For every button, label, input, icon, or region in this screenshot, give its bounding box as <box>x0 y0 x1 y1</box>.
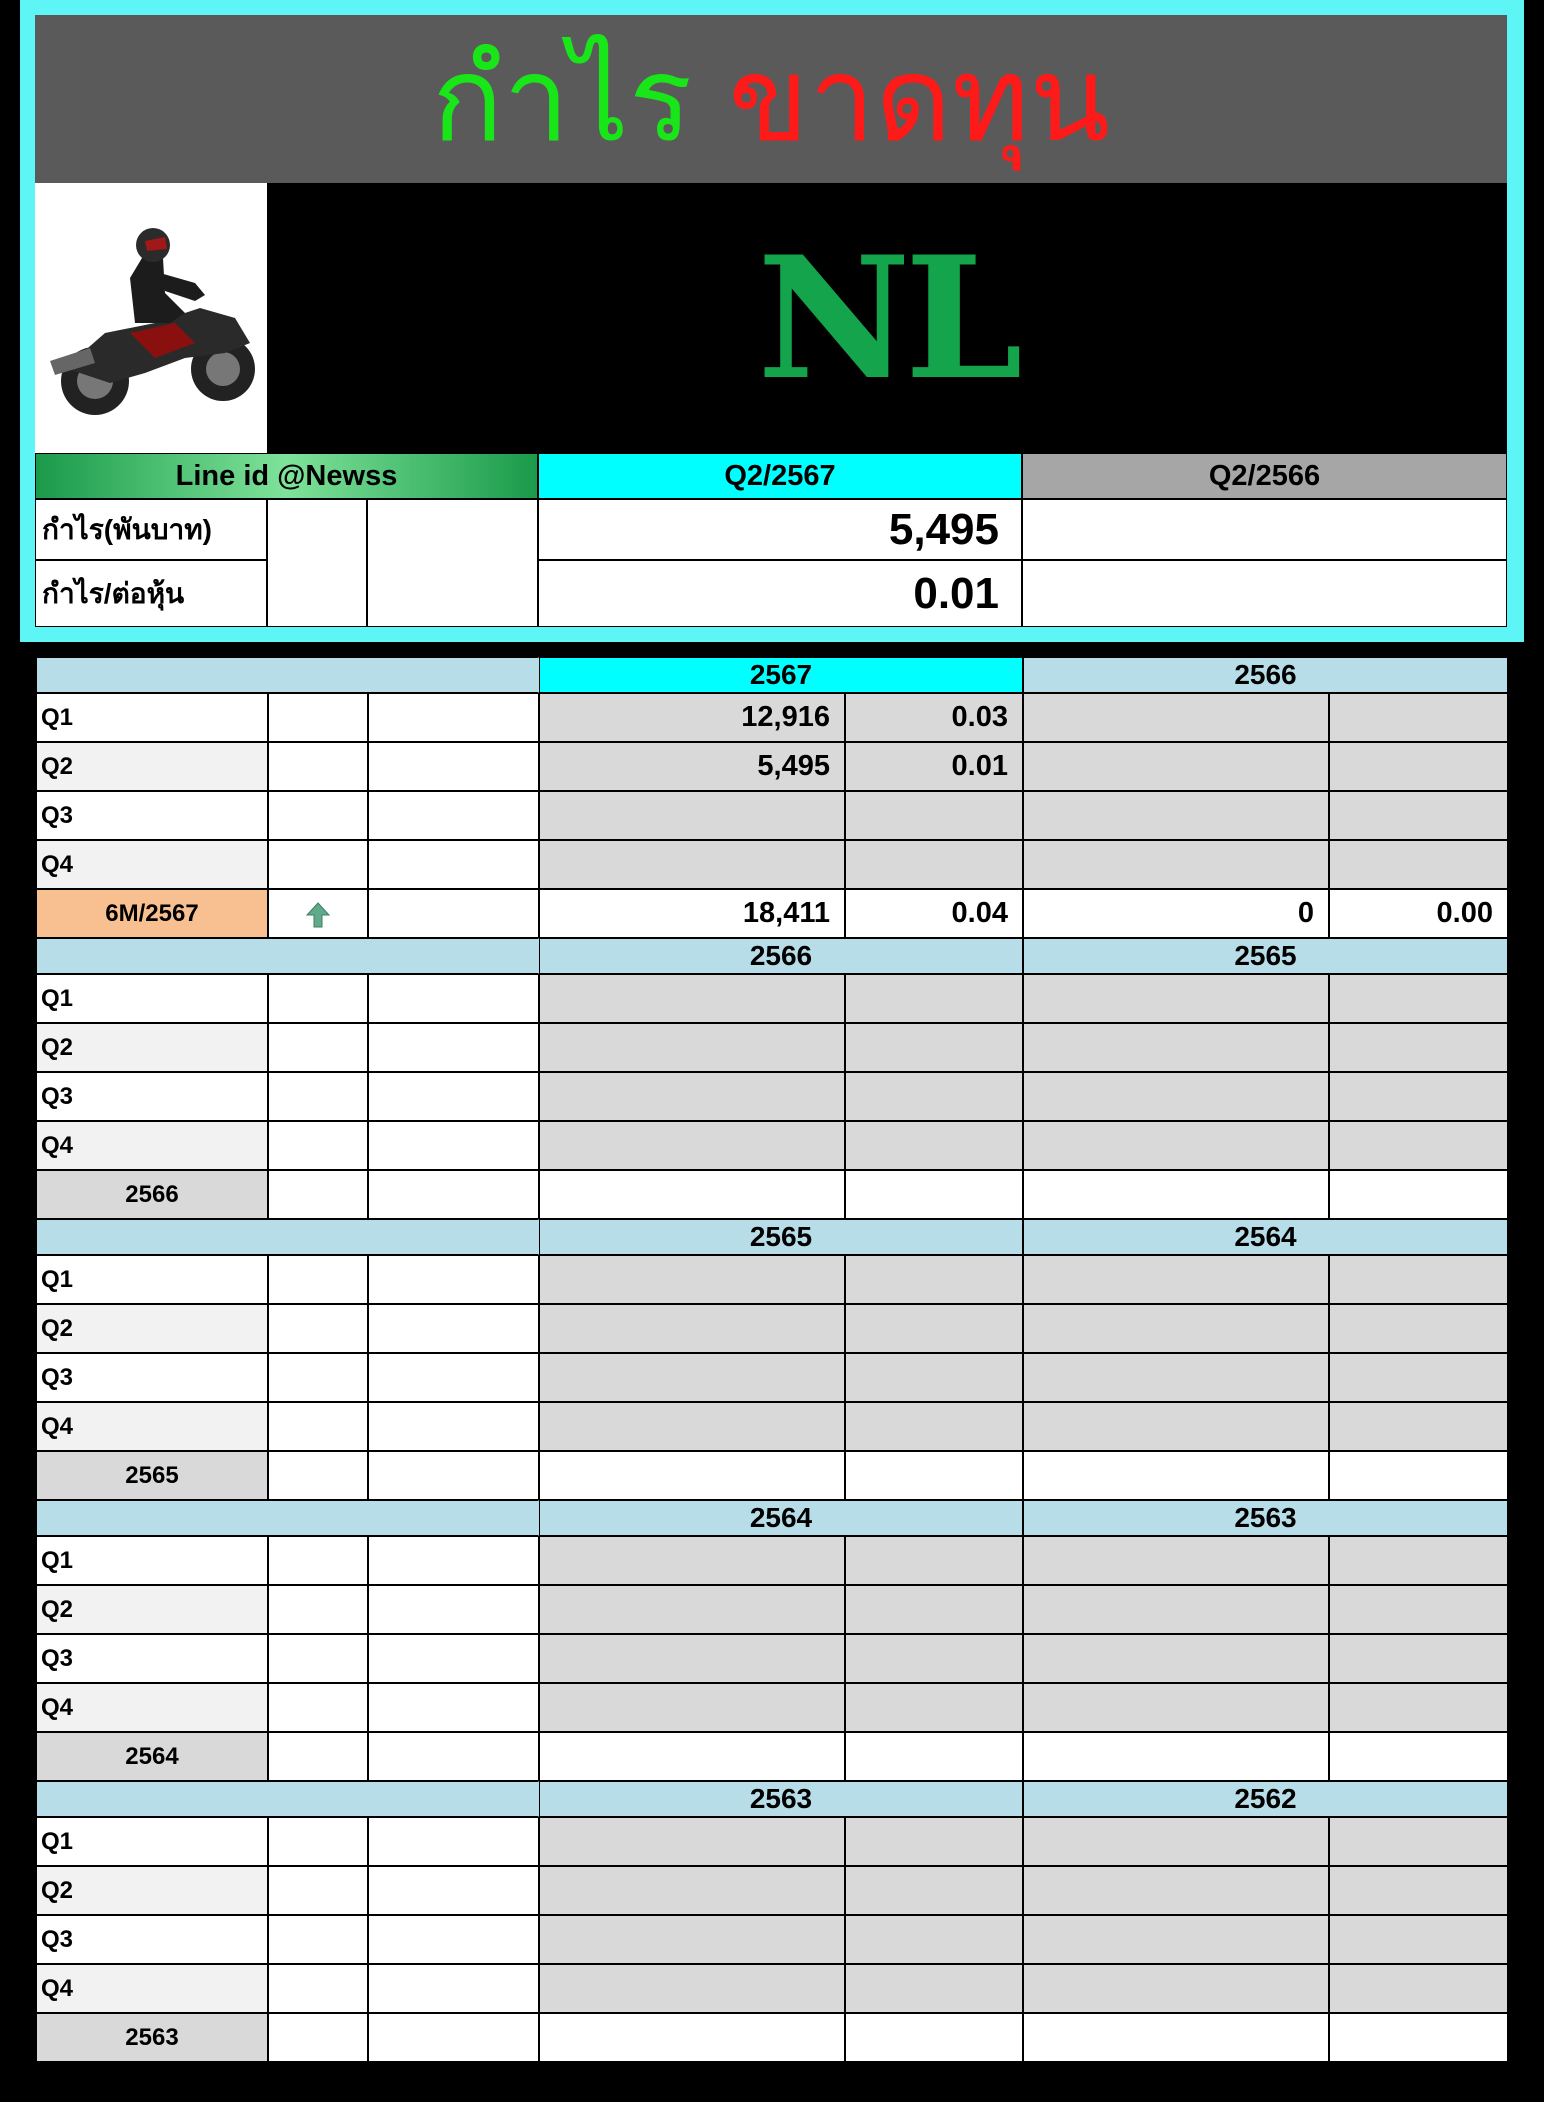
blank-cell <box>367 499 538 627</box>
blank-cell <box>368 1732 539 1781</box>
blank-cell <box>268 1915 368 1964</box>
total-profit-previous <box>1023 1732 1329 1781</box>
quarter-profit-previous <box>1023 1072 1329 1121</box>
trend-cell <box>268 1451 368 1500</box>
quarter-label: Q1 <box>36 1817 268 1866</box>
quarter-profit-current <box>539 1634 845 1683</box>
quarter-eps-current <box>845 840 1023 889</box>
blank-cell <box>368 1451 539 1500</box>
total-eps-current <box>845 1170 1023 1219</box>
blank-cell <box>268 742 368 791</box>
blank-cell <box>268 840 368 889</box>
blank-cell <box>368 1072 539 1121</box>
quarter-profit-previous <box>1023 1683 1329 1732</box>
blank-cell <box>268 1072 368 1121</box>
total-profit-current <box>539 1732 845 1781</box>
quarter-label: Q4 <box>36 1402 268 1451</box>
quarter-label: Q2 <box>36 1866 268 1915</box>
quarter-eps-current <box>845 1304 1023 1353</box>
quarter-eps-previous <box>1329 1304 1508 1353</box>
total-eps-previous <box>1329 2013 1508 2062</box>
quarter-profit-current <box>539 791 845 840</box>
header-panel <box>35 15 1507 627</box>
quarter-eps-previous <box>1329 1353 1508 1402</box>
quarter-eps-previous <box>1329 1634 1508 1683</box>
quarter-label: Q4 <box>36 840 268 889</box>
quarter-eps-previous <box>1329 742 1508 791</box>
total-eps-previous <box>1329 1170 1508 1219</box>
quarter-eps-previous <box>1329 1817 1508 1866</box>
blank-cell <box>368 1915 539 1964</box>
section-header-blank <box>36 657 539 693</box>
period-total-label: 2564 <box>36 1732 268 1781</box>
quarter-eps-current <box>845 974 1023 1023</box>
quarter-profit-current: 5,495 <box>539 742 845 791</box>
total-profit-current: 18,411 <box>539 889 845 938</box>
blank-cell <box>268 1585 368 1634</box>
blank-cell <box>368 974 539 1023</box>
page-title <box>35 15 1507 183</box>
blank-cell <box>368 2013 539 2062</box>
quarter-label: Q3 <box>36 1353 268 1402</box>
quarter-eps-current <box>845 1121 1023 1170</box>
blank-cell <box>268 1683 368 1732</box>
quarter-profit-previous <box>1023 1585 1329 1634</box>
motorcycle-rider-icon <box>35 183 267 453</box>
blank-cell <box>368 791 539 840</box>
trend-cell <box>268 889 368 938</box>
quarter-eps-previous <box>1329 1964 1508 2013</box>
quarter-profit-current <box>539 1121 845 1170</box>
total-profit-previous <box>1023 1170 1329 1219</box>
total-profit-previous <box>1023 1451 1329 1500</box>
quarter-profit-previous <box>1023 1866 1329 1915</box>
quarter-eps-current <box>845 1536 1023 1585</box>
quarter-eps-current <box>845 1866 1023 1915</box>
quarter-profit-previous <box>1023 1634 1329 1683</box>
total-eps-current: 0.04 <box>845 889 1023 938</box>
quarter-profit-previous <box>1023 974 1329 1023</box>
quarter-profit-previous <box>1023 1023 1329 1072</box>
blank-cell <box>267 499 367 627</box>
total-profit-previous <box>1023 2013 1329 2062</box>
previous-quarter-header: Q2/2566 <box>1022 453 1507 499</box>
quarter-eps-current <box>845 1023 1023 1072</box>
blank-cell <box>268 1634 368 1683</box>
year-header-left: 2565 <box>539 1219 1023 1255</box>
quarter-label: Q4 <box>36 1683 268 1732</box>
profit-row-label: กำไร(พันบาท) <box>35 499 267 560</box>
blank-cell <box>368 1023 539 1072</box>
quarter-profit-previous <box>1023 1817 1329 1866</box>
quarter-eps-previous <box>1329 840 1508 889</box>
blank-cell <box>268 791 368 840</box>
title-profit: กำไร <box>431 30 693 168</box>
quarter-label: Q4 <box>36 1121 268 1170</box>
quarter-profit-previous <box>1023 1304 1329 1353</box>
quarter-profit-current <box>539 1866 845 1915</box>
quarter-eps-current <box>845 1402 1023 1451</box>
quarter-label: Q1 <box>36 693 268 742</box>
quarter-profit-current <box>539 1915 845 1964</box>
quarter-label: Q2 <box>36 1023 268 1072</box>
quarter-label: Q3 <box>36 1634 268 1683</box>
quarter-eps-previous <box>1329 974 1508 1023</box>
section-header-blank <box>36 938 539 974</box>
blank-cell <box>368 1683 539 1732</box>
quarter-label: Q3 <box>36 1915 268 1964</box>
blank-cell <box>268 693 368 742</box>
quarter-eps-previous <box>1329 1915 1508 1964</box>
quarter-profit-current <box>539 974 845 1023</box>
period-total-label: 6M/2567 <box>36 889 268 938</box>
year-header-left: 2563 <box>539 1781 1023 1817</box>
title-loss: ขาดทุน <box>728 30 1111 168</box>
quarter-profit-current <box>539 1353 845 1402</box>
blank-cell <box>368 1817 539 1866</box>
quarter-eps-previous <box>1329 1866 1508 1915</box>
period-total-label: 2563 <box>36 2013 268 2062</box>
quarter-profit-previous <box>1023 1964 1329 2013</box>
quarter-eps-current <box>845 1683 1023 1732</box>
quarter-profit-current <box>539 1072 845 1121</box>
quarter-eps-current <box>845 1817 1023 1866</box>
quarter-eps-previous <box>1329 1255 1508 1304</box>
quarter-eps-current <box>845 1072 1023 1121</box>
quarter-eps-current <box>845 1585 1023 1634</box>
blank-cell <box>268 1817 368 1866</box>
year-header-right: 2562 <box>1023 1781 1508 1817</box>
period-total-label: 2565 <box>36 1451 268 1500</box>
blank-cell <box>368 840 539 889</box>
quarter-profit-current <box>539 1023 845 1072</box>
total-eps-current <box>845 2013 1023 2062</box>
quarter-profit-previous <box>1023 1255 1329 1304</box>
quarter-profit-previous <box>1023 791 1329 840</box>
previous-eps-value <box>1022 560 1507 627</box>
total-eps-current <box>845 1732 1023 1781</box>
total-eps-current <box>845 1451 1023 1500</box>
blank-cell <box>268 1866 368 1915</box>
section-header-blank <box>36 1500 539 1536</box>
blank-cell <box>368 1121 539 1170</box>
year-header-left: 2566 <box>539 938 1023 974</box>
blank-cell <box>268 1964 368 2013</box>
earnings-table <box>36 657 1508 2062</box>
blank-cell <box>268 1353 368 1402</box>
total-profit-current <box>539 2013 845 2062</box>
previous-profit-value <box>1022 499 1507 560</box>
year-header-left: 2567 <box>539 657 1023 693</box>
quarter-eps-current <box>845 1915 1023 1964</box>
quarter-profit-current <box>539 1964 845 2013</box>
line-id-label: Line id @Newss <box>35 453 538 499</box>
quarter-eps-current: 0.01 <box>845 742 1023 791</box>
quarter-profit-current <box>539 1817 845 1866</box>
quarter-profit-previous <box>1023 693 1329 742</box>
quarter-profit-previous <box>1023 1402 1329 1451</box>
quarter-label: Q4 <box>36 1964 268 2013</box>
quarter-eps-previous <box>1329 791 1508 840</box>
blank-cell <box>368 693 539 742</box>
quarter-eps-current <box>845 791 1023 840</box>
quarter-profit-current <box>539 1304 845 1353</box>
quarter-label: Q3 <box>36 1072 268 1121</box>
quarter-eps-previous <box>1329 693 1508 742</box>
blank-cell <box>368 1866 539 1915</box>
quarter-label: Q3 <box>36 791 268 840</box>
quarter-profit-current: 12,916 <box>539 693 845 742</box>
quarter-label: Q2 <box>36 1304 268 1353</box>
year-header-right: 2563 <box>1023 1500 1508 1536</box>
quarter-profit-current <box>539 840 845 889</box>
quarter-eps-previous <box>1329 1402 1508 1451</box>
section-header-blank <box>36 1219 539 1255</box>
up-arrow-icon <box>305 901 331 929</box>
total-profit-current <box>539 1170 845 1219</box>
blank-cell <box>368 1304 539 1353</box>
quarter-profit-current <box>539 1402 845 1451</box>
blank-cell <box>368 742 539 791</box>
quarter-profit-current <box>539 1585 845 1634</box>
header-frame <box>20 0 1524 642</box>
quarter-profit-previous <box>1023 742 1329 791</box>
quarter-label: Q2 <box>36 1585 268 1634</box>
total-profit-current <box>539 1451 845 1500</box>
trend-cell <box>268 1732 368 1781</box>
quarter-eps-previous <box>1329 1023 1508 1072</box>
year-header-left: 2564 <box>539 1500 1023 1536</box>
blank-cell <box>368 1255 539 1304</box>
blank-cell <box>368 1634 539 1683</box>
total-eps-previous <box>1329 1451 1508 1500</box>
blank-cell <box>268 974 368 1023</box>
quarter-eps-previous <box>1329 1536 1508 1585</box>
blank-cell <box>368 1585 539 1634</box>
eps-row-label: กำไร/ต่อหุ้น <box>35 560 267 627</box>
blank-cell <box>368 1170 539 1219</box>
eps-value: 0.01 <box>538 560 1022 627</box>
quarter-label: Q1 <box>36 974 268 1023</box>
quarter-profit-previous <box>1023 1353 1329 1402</box>
quarter-label: Q2 <box>36 742 268 791</box>
ticker-symbol: NL <box>757 219 1017 417</box>
total-profit-previous: 0 <box>1023 889 1329 938</box>
blank-cell <box>268 1304 368 1353</box>
quarter-eps-current <box>845 1634 1023 1683</box>
period-total-label: 2566 <box>36 1170 268 1219</box>
blank-cell <box>268 1536 368 1585</box>
quarter-profit-current <box>539 1255 845 1304</box>
quarter-profit-current <box>539 1536 845 1585</box>
blank-cell <box>368 1536 539 1585</box>
quarter-profit-previous <box>1023 840 1329 889</box>
quarter-profit-previous <box>1023 1536 1329 1585</box>
trend-cell <box>268 2013 368 2062</box>
blank-cell <box>268 1023 368 1072</box>
section-header-blank <box>36 1781 539 1817</box>
blank-cell <box>368 1964 539 2013</box>
ticker-display <box>267 183 1507 453</box>
year-header-right: 2566 <box>1023 657 1508 693</box>
blank-cell <box>268 1121 368 1170</box>
quarter-label: Q1 <box>36 1536 268 1585</box>
blank-cell <box>268 1255 368 1304</box>
blank-cell <box>368 1402 539 1451</box>
profit-value: 5,495 <box>538 499 1022 560</box>
year-header-right: 2565 <box>1023 938 1508 974</box>
quarter-eps-current <box>845 1964 1023 2013</box>
quarter-profit-previous <box>1023 1121 1329 1170</box>
quarter-eps-previous <box>1329 1072 1508 1121</box>
blank-cell <box>368 889 539 938</box>
quarter-eps-previous <box>1329 1121 1508 1170</box>
quarter-profit-current <box>539 1683 845 1732</box>
blank-cell <box>368 1353 539 1402</box>
total-eps-previous: 0.00 <box>1329 889 1508 938</box>
quarter-eps-current <box>845 1255 1023 1304</box>
total-eps-previous <box>1329 1732 1508 1781</box>
quarter-label: Q1 <box>36 1255 268 1304</box>
trend-cell <box>268 1170 368 1219</box>
quarter-eps-current <box>845 1353 1023 1402</box>
year-header-right: 2564 <box>1023 1219 1508 1255</box>
quarter-eps-previous <box>1329 1585 1508 1634</box>
quarter-eps-current: 0.03 <box>845 693 1023 742</box>
current-quarter-header: Q2/2567 <box>538 453 1022 499</box>
logo <box>35 183 267 453</box>
quarter-eps-previous <box>1329 1683 1508 1732</box>
blank-cell <box>268 1402 368 1451</box>
quarter-profit-previous <box>1023 1915 1329 1964</box>
